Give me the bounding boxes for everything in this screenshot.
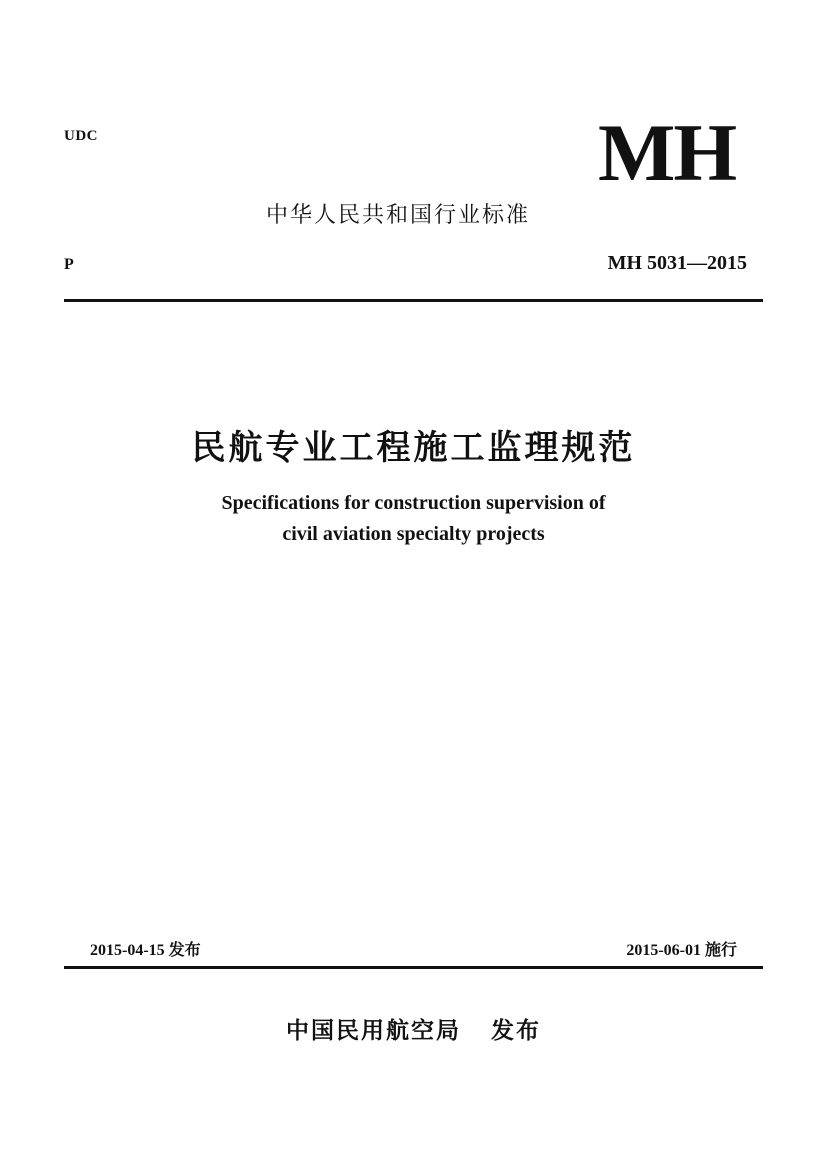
classification-code: P (64, 256, 74, 273)
document-title-chinese: 民航专业工程施工监理规范 (191, 428, 636, 468)
bottom-divider (64, 966, 763, 969)
top-divider (64, 299, 763, 302)
industry-standard-heading: 中华人民共和国行业标准 (266, 203, 531, 228)
document-title-english-line2: civil aviation specialty projects (282, 523, 545, 545)
mh-logo: MH (598, 107, 736, 198)
issue-date: 2015-04-15 发布 (90, 942, 201, 959)
standard-number: MH 5031—2015 (607, 252, 747, 274)
udc-label: UDC (64, 128, 98, 144)
issuing-authority: 中国民用航空局 发布 (285, 1018, 542, 1044)
document-title-english-line1: Specifications for construction supervision of (221, 492, 606, 514)
implementation-date: 2015-06-01 施行 (626, 942, 737, 959)
